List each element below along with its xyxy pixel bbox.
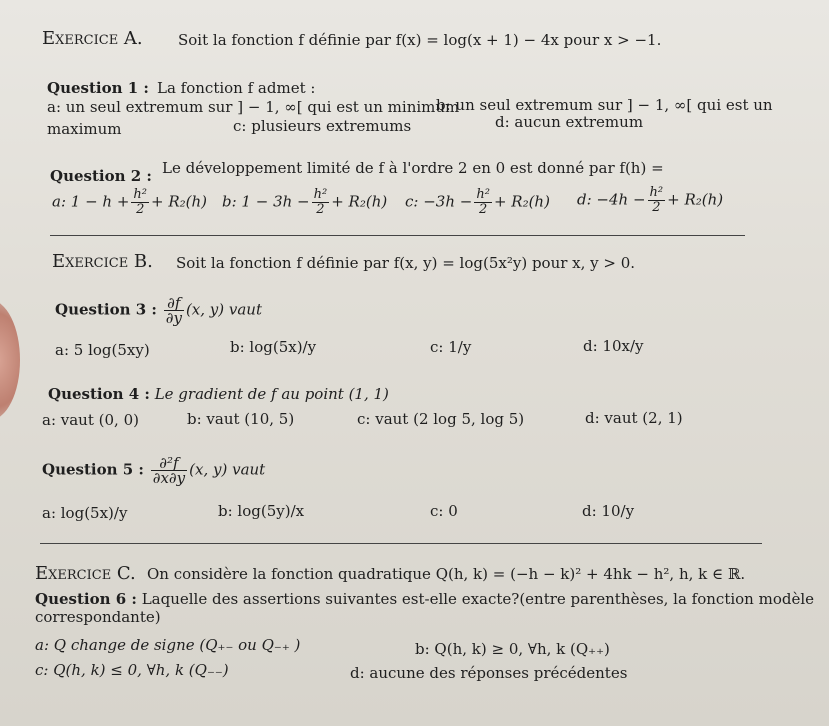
q1-option-b: b: un seul extremum sur ] − 1, ∞[ qui est un <box>436 96 773 114</box>
q3-option-b: b: log(5x)/y <box>230 338 317 356</box>
exercise-c-title: Exercice C. <box>35 563 136 584</box>
q2-option-b: b: 1 − 3h − $\frac{\text{h²}}{2}$ + R₂(h) <box>222 187 388 217</box>
question-1-text: La fonction f admet : <box>157 79 316 97</box>
q5-option-d: d: 10/y <box>582 502 635 520</box>
question-3: Question 3 : $\frac{\partial f}{\partial y}$ (x, y) vaut <box>55 294 262 327</box>
q4-option-d: d: vaut (2, 1) <box>585 409 683 427</box>
exercise-a-statement: Soit la fonction f définie par f(x) = log(x + 1) − 4x pour x > −1. <box>178 31 662 49</box>
question-6-continued: correspondante) <box>35 608 161 626</box>
question-5: Question 5 : $\frac{\text{∂²f}}{\partial x\partial y}$ (x, y) vaut <box>42 454 266 487</box>
divider <box>40 543 762 544</box>
q1-option-d: d: aucun extremum <box>495 113 644 131</box>
exercise-b-title: Exercice B. <box>52 251 153 272</box>
q5-option-a: a: log(5x)/y <box>42 504 128 522</box>
question-2-text: Le développement limité de f à l'ordre 2 en 0 est donné par f(h) = <box>162 159 664 177</box>
q6-option-d: d: aucune des réponses précédentes <box>350 664 628 682</box>
q2-option-d: d: −4h − $\frac{\text{h²}}{2}$ + R₂(h) <box>577 185 724 215</box>
q5-option-c: c: 0 <box>430 502 458 520</box>
q4-option-c: c: vaut (2 log 5, log 5) <box>357 410 525 428</box>
question-2-label: Question 2 : <box>50 167 152 185</box>
question-4: Question 4 : Le gradient de f au point (1, 1) <box>48 385 389 403</box>
q3-option-a: a: 5 log(5xy) <box>55 341 150 359</box>
q2-option-c: c: −3h − $\frac{\text{h²}}{2}$ + R₂(h) <box>405 187 550 217</box>
q6-option-a: a: Q change de signe (Q₊₋ ou Q₋₊ ) <box>35 636 301 654</box>
q3-option-c: c: 1/y <box>430 338 472 356</box>
q6-option-b: b: Q(h, k) ≥ 0, ∀h, k (Q₊₊) <box>415 640 610 658</box>
q5-option-b: b: log(5y)/x <box>218 502 305 520</box>
divider <box>50 235 745 236</box>
q1-option-b-continued: maximum <box>47 120 122 138</box>
q3-option-d: d: 10x/y <box>583 337 644 355</box>
q1-option-c: c: plusieurs extremums <box>233 117 412 135</box>
exercise-b-statement: Soit la fonction f définie par f(x, y) = log(5x²y) pour x, y > 0. <box>176 254 636 272</box>
q2-option-a: a: 1 − h + $\frac{\text{h²}}{2}$ + R₂(h) <box>52 187 208 217</box>
exercise-c-statement: On considère la fonction quadratique Q(h, k) = (−h − k)² + 4hk − h², h, k ∈ ℝ. <box>147 565 746 583</box>
q1-option-a: a: un seul extremum sur ] − 1, ∞[ qui est un minimum <box>47 98 460 116</box>
question-1-label: Question 1 : <box>47 79 149 97</box>
q4-option-a: a: vaut (0, 0) <box>42 411 139 429</box>
q4-option-b: b: vaut (10, 5) <box>187 410 295 428</box>
exercise-a-title: Exercice A. <box>42 28 143 49</box>
question-6: Question 6 : Laquelle des assertions suivantes est-elle exacte?(entre parenthèses, la fonction modèle <box>35 590 815 608</box>
q6-option-c: c: Q(h, k) ≤ 0, ∀h, k (Q₋₋) <box>35 661 229 679</box>
